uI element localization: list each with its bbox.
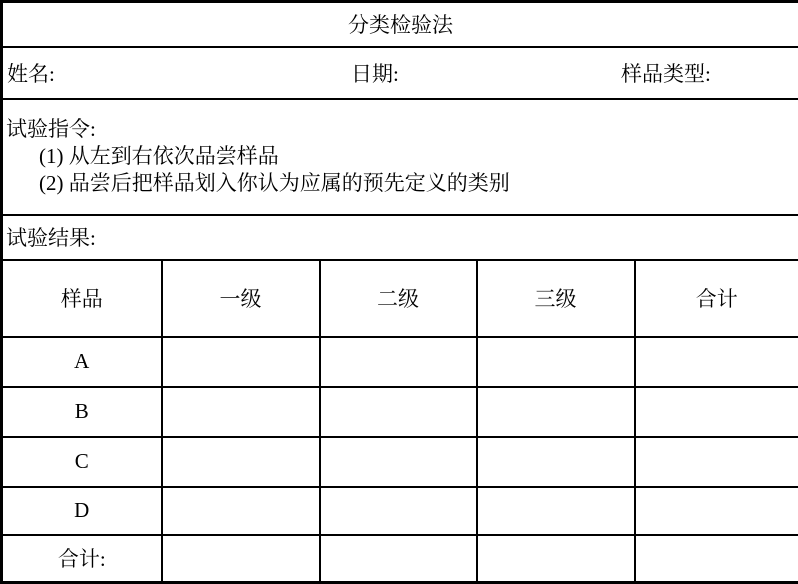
entry-cell-c-total[interactable] — [635, 437, 798, 487]
info-row — [2, 47, 798, 99]
col-header-total: 合计 — [635, 260, 798, 337]
table-row-total — [2, 535, 798, 583]
entry-cell-a-grade-1[interactable] — [162, 337, 320, 387]
instruction-step-2: (2) 品尝后把样品划入你认为应属的预先定义的类别 — [6, 170, 794, 197]
row-label-d: D — [2, 487, 162, 535]
entry-cell-total-grade-1[interactable] — [162, 535, 320, 583]
name-label: 姓名: — [7, 58, 55, 88]
entry-cell-d-grade-2[interactable] — [320, 487, 477, 535]
col-header-grade-1: 一级 — [162, 260, 320, 337]
info-cell — [2, 47, 798, 99]
entry-cell-total-grade-2[interactable] — [320, 535, 477, 583]
row-label-a: A — [2, 337, 162, 387]
instruction-step-1: (1) 从左到右依次品尝样品 — [6, 143, 794, 170]
table-row-c — [2, 437, 798, 487]
entry-cell-d-grade-3[interactable] — [477, 487, 635, 535]
entry-cell-a-grade-2[interactable] — [320, 337, 477, 387]
form-title: 分类检验法 — [2, 2, 798, 47]
entry-cell-c-grade-1[interactable] — [162, 437, 320, 487]
entry-cell-b-grade-3[interactable] — [477, 387, 635, 437]
row-label-total: 合计: — [2, 535, 162, 583]
entry-cell-b-grade-2[interactable] — [320, 387, 477, 437]
date-label: 日期: — [351, 58, 399, 88]
table-row-a — [2, 337, 798, 387]
row-label-b: B — [2, 387, 162, 437]
col-header-grade-2: 二级 — [320, 260, 477, 337]
instructions-heading: 试验指令: — [6, 116, 794, 143]
table-row-b — [2, 387, 798, 437]
row-label-c: C — [2, 437, 162, 487]
entry-cell-total-grade-3[interactable] — [477, 535, 635, 583]
entry-cell-b-grade-1[interactable] — [162, 387, 320, 437]
title-row — [2, 2, 798, 47]
results-heading: 试验结果: — [2, 215, 798, 260]
entry-cell-total-total[interactable] — [635, 535, 798, 583]
entry-cell-c-grade-3[interactable] — [477, 437, 635, 487]
col-header-grade-3: 三级 — [477, 260, 635, 337]
entry-cell-a-total[interactable] — [635, 337, 798, 387]
col-header-sample: 样品 — [2, 260, 162, 337]
table-row-d — [2, 487, 798, 535]
entry-cell-d-grade-1[interactable] — [162, 487, 320, 535]
results-heading-row — [2, 215, 798, 260]
entry-cell-a-grade-3[interactable] — [477, 337, 635, 387]
table-header-row — [2, 260, 798, 337]
instructions-row — [2, 99, 798, 215]
sample-type-label: 样品类型: — [621, 58, 711, 88]
instructions-cell — [2, 99, 798, 215]
entry-cell-b-total[interactable] — [635, 387, 798, 437]
entry-cell-d-total[interactable] — [635, 487, 798, 535]
entry-cell-c-grade-2[interactable] — [320, 437, 477, 487]
